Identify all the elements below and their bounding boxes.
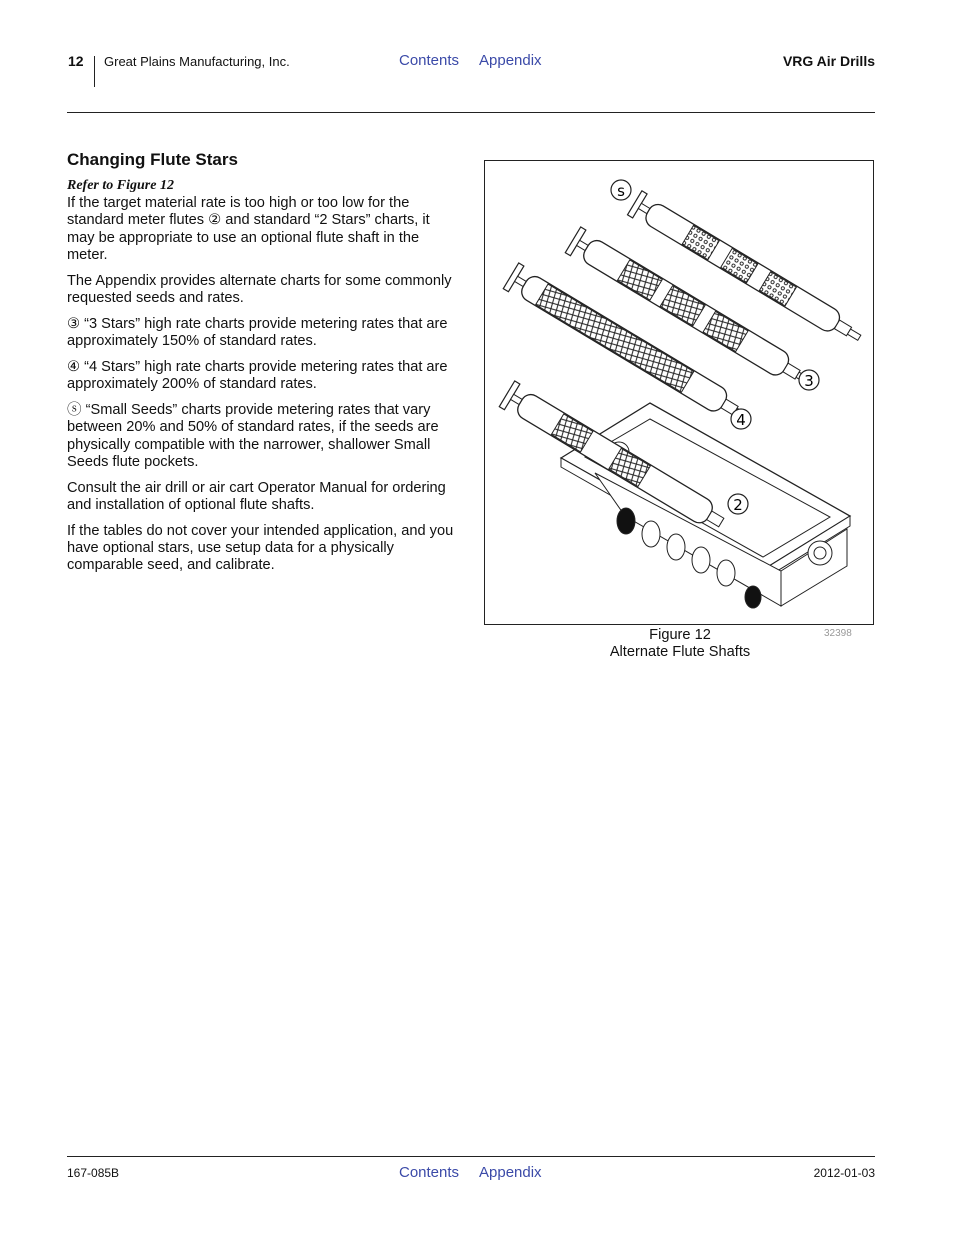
paragraph: ④ “4 Stars” high rate charts provide metering rates that are approximately 200% of standard rates. [67,358,448,393]
document-number: 167-085B [67,1166,120,1180]
paragraph: The Appendix provides alternate charts for some commonly requested seeds and rates. [67,272,452,306]
header-divider [94,56,95,87]
figure-image-id: 32398 [824,628,852,639]
figure-number: Figure 12 [649,627,711,643]
callout-four [731,409,751,429]
paragraph: If the target material rate is too high or too low for the standard meter flutes ② and standard “2 Stars” charts, it may be appropriate to use an optional flute shaft in the meter. [67,195,430,263]
paragraph: Consult the air drill or air cart Operator Manual for ordering and installation of optional flute shafts. [67,479,446,513]
paragraph: ⓢ “Small Seeds” charts provide metering rates that vary between 20% and 50% of standard rates, if the seeds are physically compatible with the narrower, shallower Small Seeds flute pockets. [67,401,439,470]
figure-title: Alternate Flute Shafts [609,644,751,661]
company-name: Great Plains Manufacturing, Inc. [104,54,290,69]
figure-frame [484,160,874,625]
svg-text:2: 2 [733,496,743,514]
footer-rule [67,1156,875,1157]
callout-two [728,494,748,514]
document-date: 2012-01-03 [813,1166,875,1180]
figure-reference: Refer to Figure 12 [67,178,174,193]
svg-text:3: 3 [804,372,814,390]
section-title: Changing Flute Stars [67,150,238,169]
footer-appendix-link[interactable]: Appendix [479,1164,542,1181]
header-contents-link[interactable]: Contents [399,52,460,69]
shaft-small-seeds [628,191,867,350]
flute-shafts-illustration [485,161,873,624]
footer-contents-link[interactable]: Contents [399,1164,460,1181]
callout-s [611,180,631,200]
svg-text:s: s [617,182,625,200]
figure-caption [584,627,776,662]
svg-text:4: 4 [736,411,746,429]
callout-three [799,370,819,390]
header-rule [67,112,875,113]
page-number: 12 [68,53,84,69]
paragraph: ③ “3 Stars” high rate charts provide metering rates that are approximately 150% of standard rates. [67,315,448,350]
paragraph: If the tables do not cover your intended application, and you have optional stars, use setup data for a physically comparable seed, and calibrate. [67,522,454,574]
product-name: VRG Air Drills [782,53,875,69]
body-text [67,195,459,583]
header-appendix-link[interactable]: Appendix [479,52,542,69]
